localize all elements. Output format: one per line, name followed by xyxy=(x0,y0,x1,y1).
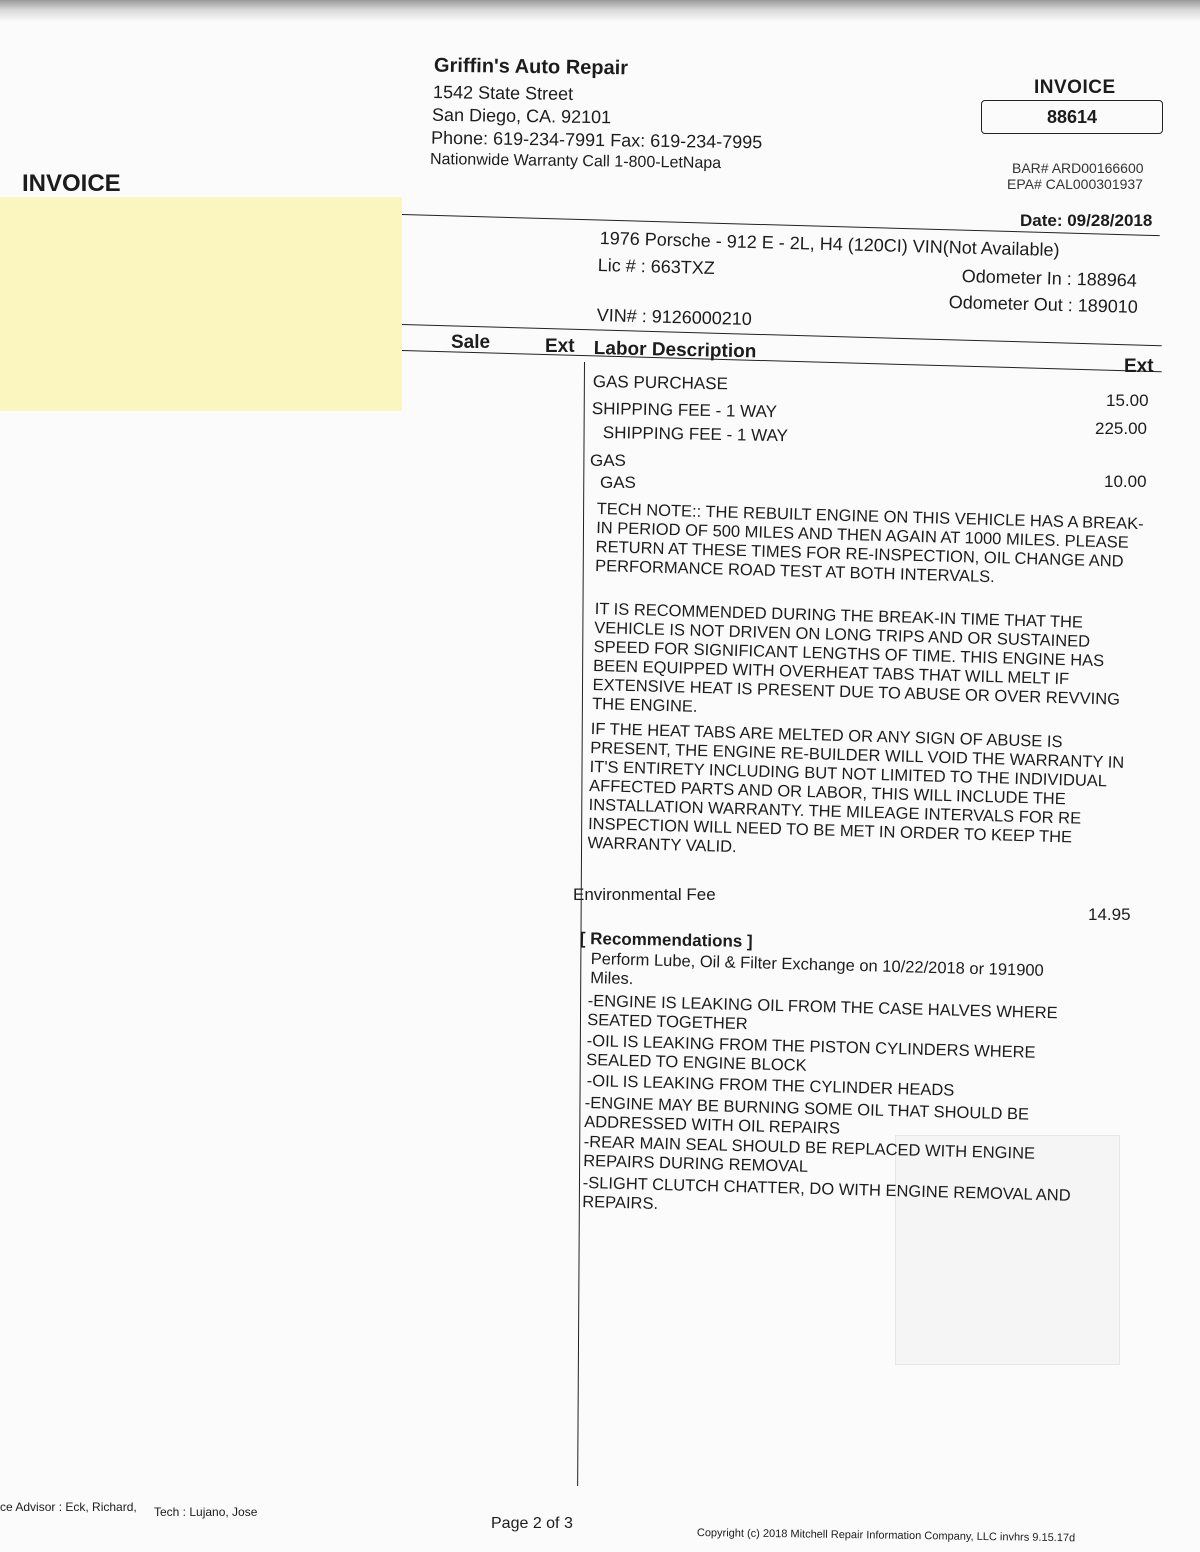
column-sale: Sale xyxy=(451,332,491,353)
tech-note-warranty: IF THE HEAT TABS ARE MELTED OR ANY SIGN OF ABUSE IS PRESENT, THE ENGINE RE-BUILDER WILL VOID THE WARRANTY IN IT'S ENTIRETY INCLUDING BUT NOT LIMITED TO THE INDIVIDUAL AFFECTED PARTS AND OR LABOR, THIS WILL INCLUDE THE INSTALLATION WARRANTY. THE MILEAGE INTERVALS FOR RE INSPECTION WILL NEED TO BE MET IN ORDER TO KEEP THE WARRANTY VALID. xyxy=(587,720,1125,857)
environmental-fee-amount: 14.95 xyxy=(1088,905,1131,924)
invoice-date: Date: 09/28/2018 xyxy=(1020,211,1153,230)
invoice-label: INVOICE xyxy=(1034,77,1116,98)
scan-edge-shadow xyxy=(0,0,1200,22)
recommendation-item: -OIL IS LEAKING FROM THE CYLINDER HEADS xyxy=(586,1072,955,1100)
column-header-bottom-rule xyxy=(402,350,1162,372)
license-plate: Lic # : 663TXZ xyxy=(597,255,716,279)
recommendation-item: -REAR MAIN SEAL SHOULD BE REPLACED WITH ENGINE REPAIRS DURING REMOVAL xyxy=(583,1133,1036,1176)
recommendations-title: [ Recommendations ] xyxy=(579,929,753,952)
page-number: Page 2 of 3 xyxy=(491,1515,573,1532)
shipping-fee-title: SHIPPING FEE - 1 WAY xyxy=(591,399,778,422)
vin-number: VIN# : 9126000210 xyxy=(596,305,753,330)
column-ext-right: Ext xyxy=(1124,356,1154,377)
shop-street: 1542 State Street xyxy=(432,82,574,104)
odometer-in: Odometer In : 188964 xyxy=(961,266,1138,291)
odometer-out: Odometer Out : 189010 xyxy=(948,292,1139,317)
vehicle-description: 1976 Porsche - 912 E - 2L, H4 (120CI) VIN(Not Available) xyxy=(599,228,1060,261)
shop-name: Griffin's Auto Repair xyxy=(433,54,629,80)
shop-warranty: Nationwide Warranty Call 1-800-LetNapa xyxy=(429,150,722,173)
gas-amount: 10.00 xyxy=(1104,472,1147,491)
shop-city: San Diego, CA. 92101 xyxy=(431,104,612,128)
environmental-fee-label: Environmental Fee xyxy=(573,885,716,904)
shop-phone: Phone: 619-234-7991 Fax: 619-234-7995 xyxy=(430,127,763,153)
service-advisor: ce Advisor : Eck, Richard, xyxy=(0,1500,137,1514)
invoice-number: 88614 xyxy=(981,100,1163,134)
gas-line: GAS xyxy=(600,473,636,492)
column-ext-left: Ext xyxy=(545,336,575,357)
recommendation-item: -ENGINE IS LEAKING OIL FROM THE CASE HALVES WHERE SEATED TOGETHER xyxy=(587,992,1058,1034)
column-header-top-rule xyxy=(402,324,1162,346)
recommendation-item: Perform Lube, Oil & Filter Exchange on 10/22/2018 or 191900 Miles. xyxy=(590,950,1044,989)
bar-number: BAR# ARD00166600 xyxy=(1012,160,1144,176)
recommendation-item: -ENGINE MAY BE BURNING SOME OIL THAT SHOULD BE ADDRESSED WITH OIL REPAIRS xyxy=(584,1094,1030,1138)
tech-note-break-in: TECH NOTE:: THE REBUILT ENGINE ON THIS VEHICLE HAS A BREAK-IN PERIOD OF 500 MILES AND THEN AGAIN AT 1000 MILES. PLEASE RETURN AT THESE TIMES FOR RE-INSPECTION, OIL CHANGE AND PERFORMANCE ROAD TEST AT BOTH INTERVALS. xyxy=(594,500,1144,587)
epa-number: EPA# CAL000301937 xyxy=(1007,176,1143,192)
shipping-fee-title-amount: 15.00 xyxy=(1106,391,1149,410)
shipping-fee-line: SHIPPING FEE - 1 WAY xyxy=(602,423,789,446)
redacted-customer-info xyxy=(0,197,402,411)
column-divider xyxy=(577,362,585,1486)
technician: Tech : Lujano, Jose xyxy=(154,1505,258,1519)
tech-note-recommendation: IT IS RECOMMENDED DURING THE BREAK-IN TIME THAT THE VEHICLE IS NOT DRIVEN ON LONG TRIPS AND OR SUSTAINED SPEED FOR SIGNIFICANT LENGTHS OF TIME. THIS ENGINE HAS BEEN EQUIPPED WITH OVERHEAT TABS THAT WILL MELT IF EXTENSIVE HEAT IS PRESENT DUE TO ABUSE OR OVER REVVING THE ENGINE. xyxy=(591,600,1121,716)
shipping-fee-amount: 225.00 xyxy=(1095,419,1147,438)
recommendation-item: -OIL IS LEAKING FROM THE PISTON CYLINDERS WHERE SEALED TO ENGINE BLOCK xyxy=(586,1032,1036,1075)
invoice-title-left: INVOICE xyxy=(22,170,121,197)
recommendation-item: -SLIGHT CLUTCH CHATTER, DO WITH ENGINE REMOVAL AND REPAIRS. xyxy=(582,1174,1071,1213)
column-labor-description: Labor Description xyxy=(593,338,757,363)
gas-title: GAS xyxy=(590,451,626,470)
gas-purchase-title: GAS PURCHASE xyxy=(592,372,729,394)
copyright-notice: Copyright (c) 2018 Mitchell Repair Information Company, LLC invhrs 9.15.17d xyxy=(696,1527,1076,1545)
